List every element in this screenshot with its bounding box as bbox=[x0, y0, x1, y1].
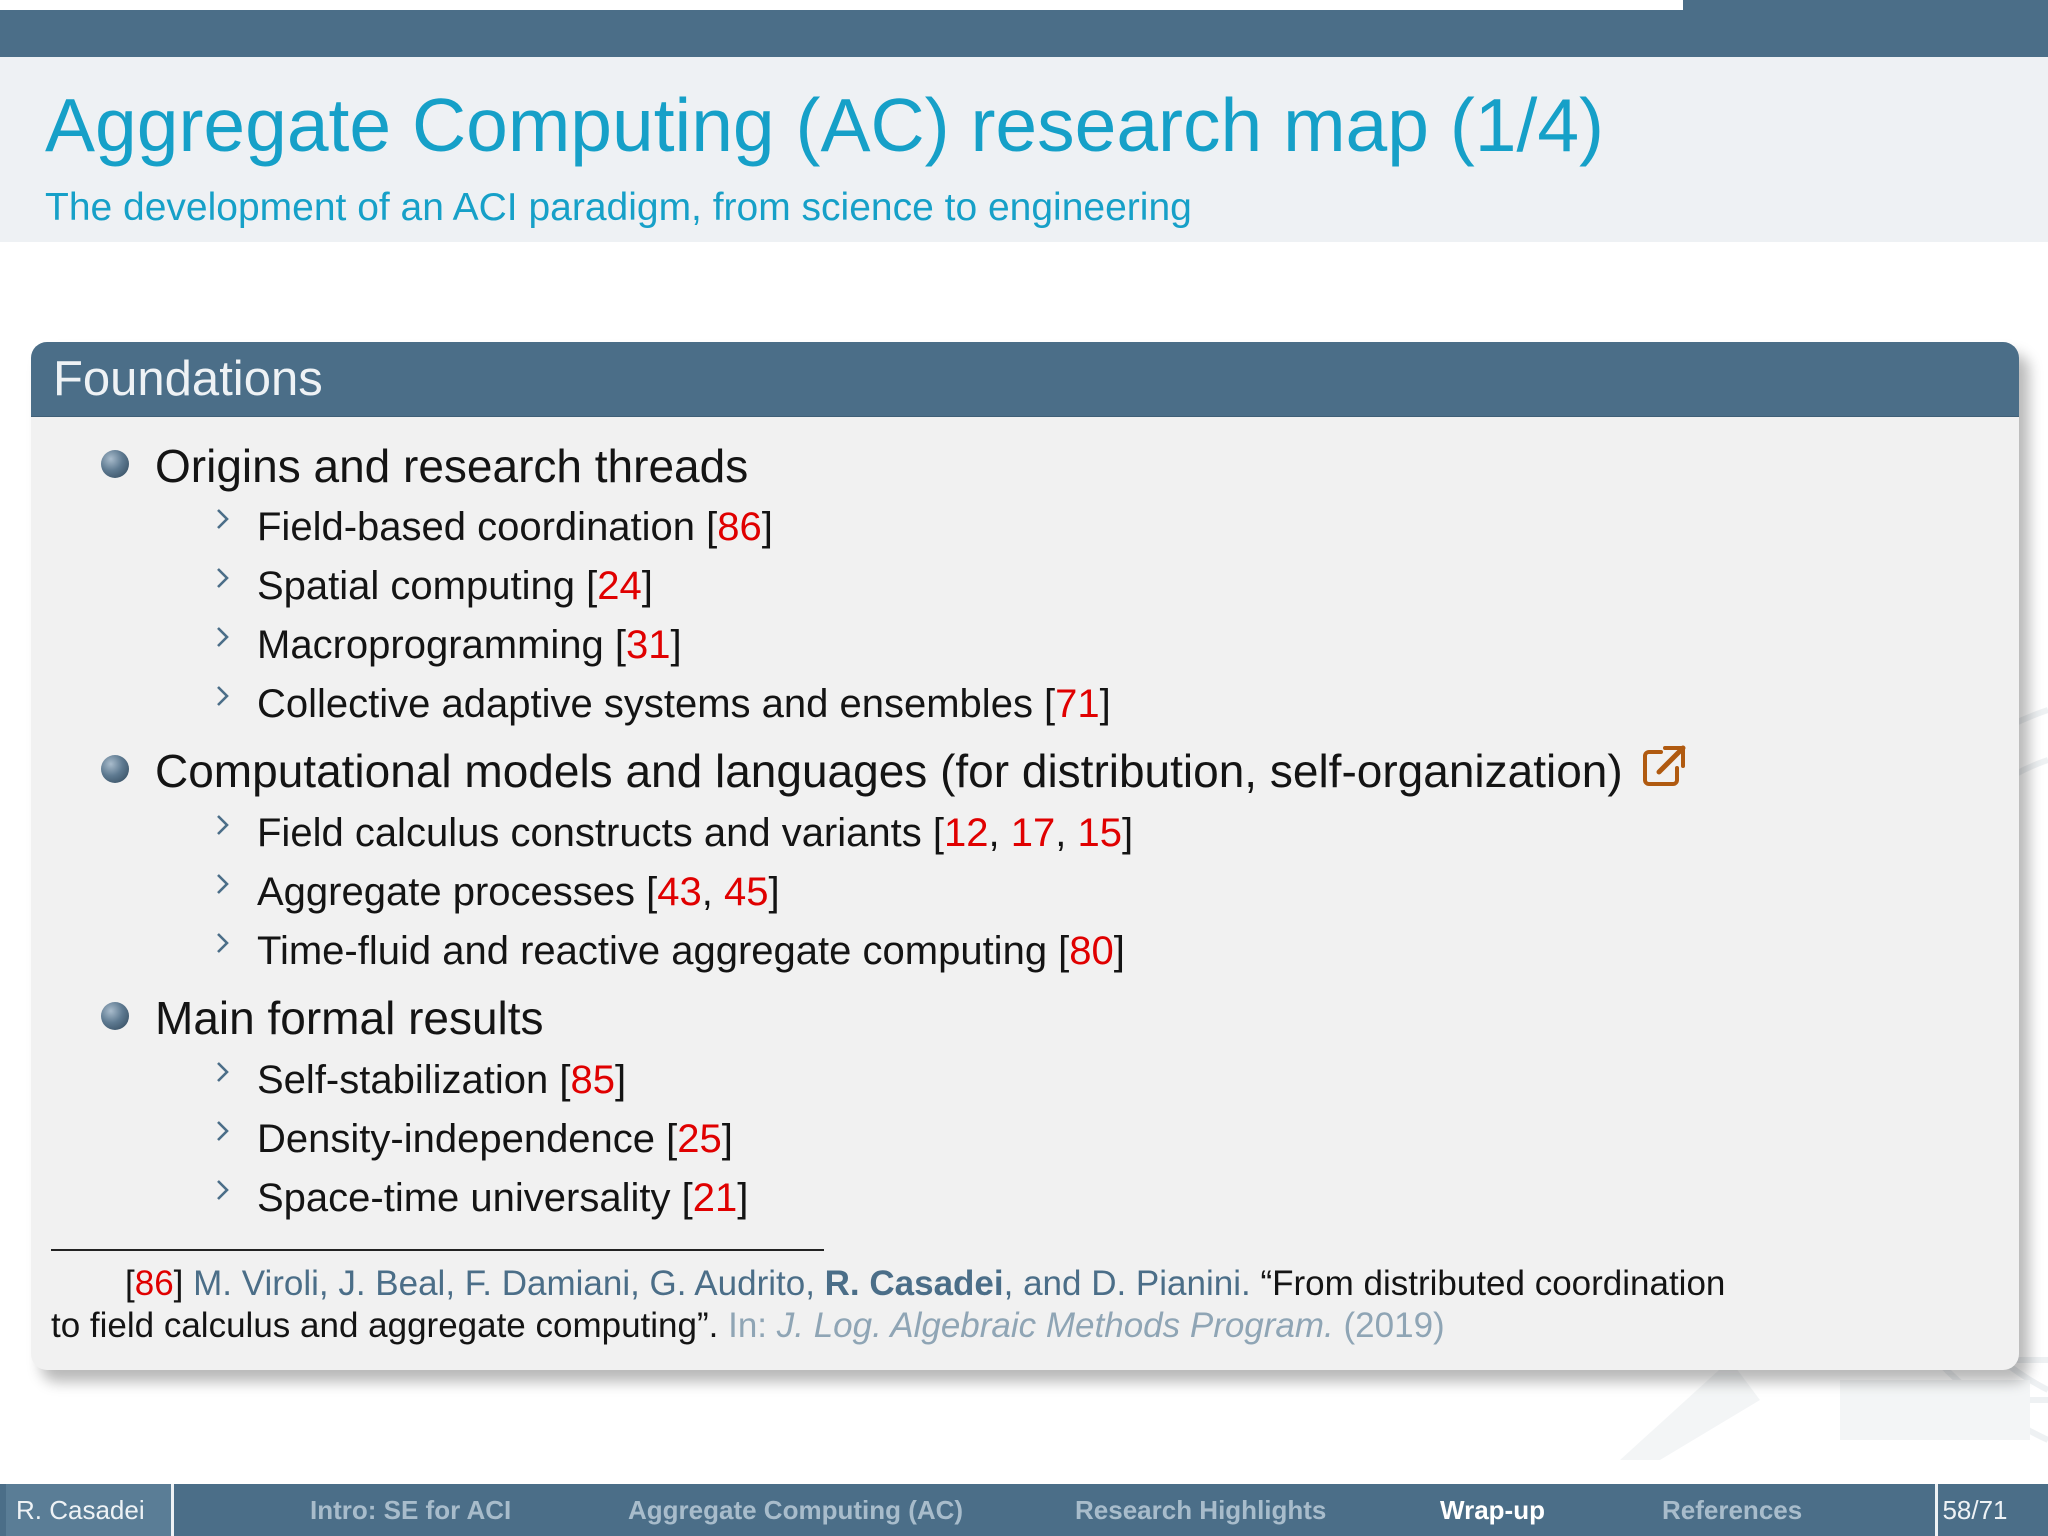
slide-title: Aggregate Computing (AC) research map (1/4) bbox=[45, 83, 1605, 167]
citation-link[interactable]: 86 bbox=[717, 505, 762, 549]
citation-link[interactable]: 15 bbox=[1077, 811, 1122, 855]
list-item: Time-fluid and reactive aggregate computing [80] bbox=[257, 929, 1125, 973]
citation-link[interactable]: 43 bbox=[657, 870, 702, 914]
ball-bullet-icon bbox=[101, 755, 129, 783]
list-item: Aggregate processes [43, 45] bbox=[257, 870, 780, 914]
citation-link[interactable]: 31 bbox=[626, 623, 671, 667]
external-link-icon[interactable] bbox=[1641, 744, 1687, 788]
chevron-right-icon bbox=[214, 625, 232, 649]
list-item: Macroprogramming [31] bbox=[257, 623, 682, 667]
chevron-right-icon bbox=[214, 1060, 232, 1084]
group-origins bbox=[155, 440, 749, 492]
footnote-year: (2019) bbox=[1343, 1306, 1445, 1345]
list-item: Field-based coordination [86] bbox=[257, 505, 773, 549]
group-models bbox=[155, 745, 1623, 797]
citation-link[interactable]: 17 bbox=[1010, 811, 1056, 855]
footer-separator bbox=[171, 1484, 174, 1536]
footer-section-wrapup[interactable]: Wrap-up bbox=[1440, 1495, 1545, 1525]
list-item: Spatial computing [24] bbox=[257, 564, 653, 608]
citation-link[interactable]: 12 bbox=[943, 811, 989, 855]
chevron-right-icon bbox=[214, 507, 232, 531]
group-label: Main formal results bbox=[155, 992, 544, 1044]
chevron-right-icon bbox=[214, 872, 232, 896]
top-strip bbox=[0, 0, 1683, 10]
list-item: Collective adaptive systems and ensembles [71] bbox=[257, 682, 1111, 726]
footer-bar bbox=[0, 1484, 2048, 1536]
chevron-right-icon bbox=[214, 1178, 232, 1202]
chevron-right-icon bbox=[214, 566, 232, 590]
footnote-title: “From distributed coordination bbox=[1260, 1264, 1726, 1303]
footnote-ref[interactable]: 86 bbox=[134, 1264, 174, 1303]
footnote-line-1: [86] M. Viroli, J. Beal, F. Damiani, G. Audrito, R. Casadei, and D. Pianini. “From distributed coordination bbox=[125, 1264, 1726, 1303]
foundations-block bbox=[31, 342, 2019, 1370]
chevron-right-icon bbox=[214, 813, 232, 837]
group-formal-results bbox=[155, 992, 544, 1044]
list-item: Self-stabilization [85] bbox=[257, 1058, 627, 1102]
group-label: Origins and research threads bbox=[155, 440, 749, 492]
footer-section-ac[interactable]: Aggregate Computing (AC) bbox=[628, 1495, 964, 1525]
footnote-journal: J. Log. Algebraic Methods Program. bbox=[776, 1306, 1334, 1345]
list-item: Space-time universality [21] bbox=[257, 1176, 749, 1220]
ball-bullet-icon bbox=[101, 450, 129, 478]
list-item: Field calculus constructs and variants [12, 17, 15] bbox=[257, 811, 1134, 855]
top-bar bbox=[0, 0, 2048, 57]
footer-section-intro[interactable]: Intro: SE for ACI bbox=[310, 1495, 512, 1525]
citation-link[interactable]: 45 bbox=[723, 870, 769, 914]
footer-section-references[interactable]: References bbox=[1662, 1495, 1803, 1525]
page-number: 58/71 bbox=[1942, 1495, 2008, 1525]
group-label: Computational models and languages (for distribution, self-organization) bbox=[155, 745, 1623, 797]
footnote-line-2: to field calculus and aggregate computing”. In: J. Log. Algebraic Methods Program. (2019) bbox=[51, 1306, 1445, 1345]
footer-author: R. Casadei bbox=[6, 1484, 171, 1536]
list-item: Density-independence [25] bbox=[257, 1117, 733, 1161]
citation-link[interactable]: 71 bbox=[1055, 682, 1100, 726]
slide-subtitle: The development of an ACI paradigm, from science to engineering bbox=[45, 186, 1192, 229]
footnote-authors: M. Viroli, J. Beal, F. Damiani, G. Audrito, R. Casadei, and D. Pianini. bbox=[193, 1264, 1251, 1303]
citation-link[interactable]: 85 bbox=[570, 1058, 615, 1102]
citation-link[interactable]: 21 bbox=[692, 1176, 738, 1220]
block-header bbox=[31, 342, 2019, 417]
citation-link[interactable]: 24 bbox=[597, 564, 642, 608]
chevron-right-icon bbox=[214, 684, 232, 708]
citation-link[interactable]: 80 bbox=[1069, 929, 1114, 973]
block-title: Foundations bbox=[53, 352, 323, 406]
chevron-right-icon bbox=[214, 931, 232, 955]
citation-link[interactable]: 25 bbox=[677, 1117, 722, 1161]
chevron-right-icon bbox=[214, 1119, 232, 1143]
footer-separator bbox=[1935, 1484, 1938, 1536]
ball-bullet-icon bbox=[101, 1002, 129, 1030]
footer-section-highlights[interactable]: Research Highlights bbox=[1075, 1495, 1327, 1525]
footnote-rule bbox=[51, 1249, 824, 1251]
